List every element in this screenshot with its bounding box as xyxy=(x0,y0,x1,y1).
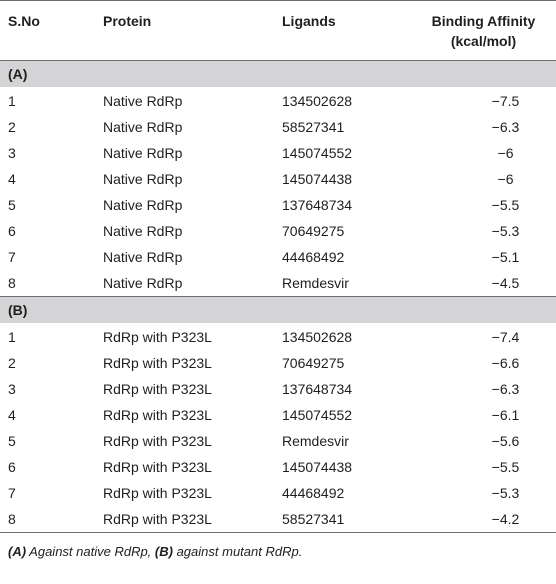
cell-affinity: −6.1 xyxy=(491,407,520,423)
cell-ligand: 58527341 xyxy=(282,506,415,533)
cell-affinity: −6 xyxy=(497,145,514,161)
cell-ligand: 134502628 xyxy=(282,93,353,109)
cell-sno: 4 xyxy=(8,171,16,187)
header-ligands: Ligands xyxy=(282,1,415,61)
table-row xyxy=(0,218,556,244)
cell-ligand: 44468492 xyxy=(282,249,345,265)
header-affinity-line2: (kcal/mol) xyxy=(450,33,517,49)
cell-ligand: 70649275 xyxy=(282,355,345,371)
header-sno: S.No xyxy=(0,1,103,61)
cell-sno: 1 xyxy=(8,329,16,345)
table-row xyxy=(0,324,556,351)
cell-affinity: −6 xyxy=(497,171,514,187)
cell-affinity: −5.1 xyxy=(491,249,520,265)
table-body xyxy=(0,61,556,533)
table-row xyxy=(0,480,556,506)
table-row xyxy=(0,402,556,428)
cell-affinity: −5.6 xyxy=(491,433,520,449)
cell-affinity: −5.5 xyxy=(491,459,520,475)
cell-ligand: 44468492 xyxy=(282,485,345,501)
cell-affinity: −6.6 xyxy=(491,355,520,371)
table-row xyxy=(0,114,556,140)
cell-protein: RdRp with P323L xyxy=(103,329,212,345)
cell-affinity: −7.4 xyxy=(491,329,520,345)
table-row xyxy=(0,166,556,192)
cell-ligand: 145074552 xyxy=(282,145,353,161)
cell-affinity: −7.5 xyxy=(491,93,520,109)
cell-ligand: Remdesvir xyxy=(282,275,349,291)
footnote-text-b: against mutant RdRp. xyxy=(172,544,303,559)
table-row xyxy=(0,270,556,297)
footnote-key-b: (B) xyxy=(154,544,173,559)
cell-sno: 6 xyxy=(8,223,16,239)
cell-ligand: 58527341 xyxy=(282,119,345,135)
table-header xyxy=(0,1,556,61)
cell-sno: 3 xyxy=(8,145,16,161)
table-row xyxy=(0,88,556,115)
cell-ligand: Remdesvir xyxy=(282,433,349,449)
cell-sno: 6 xyxy=(8,459,16,475)
cell-affinity: −5.3 xyxy=(491,223,520,239)
table-row xyxy=(0,376,556,402)
footnote-key-a: (A) xyxy=(8,544,27,559)
cell-affinity: −6.3 xyxy=(491,381,520,397)
table-row xyxy=(0,192,556,218)
cell-sno: 2 xyxy=(8,119,16,135)
section-label: (B) xyxy=(0,297,556,324)
header-affinity-line1: Binding Affinity xyxy=(431,13,536,29)
cell-sno: 4 xyxy=(8,407,16,423)
table-row xyxy=(0,428,556,454)
cell-ligand: 137648734 xyxy=(282,381,353,397)
cell-affinity: −5.5 xyxy=(491,197,520,213)
cell-ligand: 137648734 xyxy=(282,197,353,213)
cell-affinity: −5.3 xyxy=(491,485,520,501)
cell-protein: RdRp with P323L xyxy=(103,506,282,533)
table-footnote xyxy=(0,533,556,559)
cell-sno: 5 xyxy=(8,197,16,213)
cell-protein: RdRp with P323L xyxy=(103,407,212,423)
table-row xyxy=(0,506,556,533)
header-row xyxy=(0,1,556,61)
cell-ligand: 145074438 xyxy=(282,171,353,187)
cell-protein: Native RdRp xyxy=(103,223,183,239)
section-row-b xyxy=(0,297,556,324)
cell-protein: RdRp with P323L xyxy=(103,355,212,371)
cell-protein: RdRp with P323L xyxy=(103,459,212,475)
cell-sno: 7 xyxy=(8,485,16,501)
cell-sno: 7 xyxy=(8,249,16,265)
cell-sno: 1 xyxy=(8,93,16,109)
header-binding-affinity xyxy=(415,1,556,61)
cell-sno: 3 xyxy=(8,381,16,397)
section-row-a xyxy=(0,61,556,88)
cell-ligand: 145074552 xyxy=(282,407,353,423)
cell-ligand: 70649275 xyxy=(282,223,345,239)
cell-protein: Native RdRp xyxy=(103,171,183,187)
cell-sno: 8 xyxy=(8,275,16,291)
cell-protein: Native RdRp xyxy=(103,93,183,109)
cell-protein: RdRp with P323L xyxy=(103,381,212,397)
cell-sno: 8 xyxy=(0,506,103,533)
header-protein: Protein xyxy=(103,1,282,61)
cell-protein: RdRp with P323L xyxy=(103,433,212,449)
cell-affinity: −4.2 xyxy=(415,506,556,533)
cell-ligand: 134502628 xyxy=(282,329,353,345)
footnote-text-a: Against native RdRp, xyxy=(26,544,155,559)
cell-affinity: −6.3 xyxy=(491,119,520,135)
cell-ligand: 145074438 xyxy=(282,459,353,475)
cell-protein: Native RdRp xyxy=(103,145,183,161)
cell-protein: Native RdRp xyxy=(103,275,183,291)
table-row xyxy=(0,454,556,480)
cell-protein: Native RdRp xyxy=(103,119,183,135)
cell-protein: Native RdRp xyxy=(103,249,183,265)
cell-affinity: −4.5 xyxy=(491,275,520,291)
table-row xyxy=(0,244,556,270)
cell-sno: 2 xyxy=(8,355,16,371)
cell-protein: Native RdRp xyxy=(103,197,183,213)
cell-sno: 5 xyxy=(8,433,16,449)
section-label: (A) xyxy=(0,61,556,88)
table-row xyxy=(0,350,556,376)
cell-protein: RdRp with P323L xyxy=(103,485,212,501)
table-row xyxy=(0,140,556,166)
